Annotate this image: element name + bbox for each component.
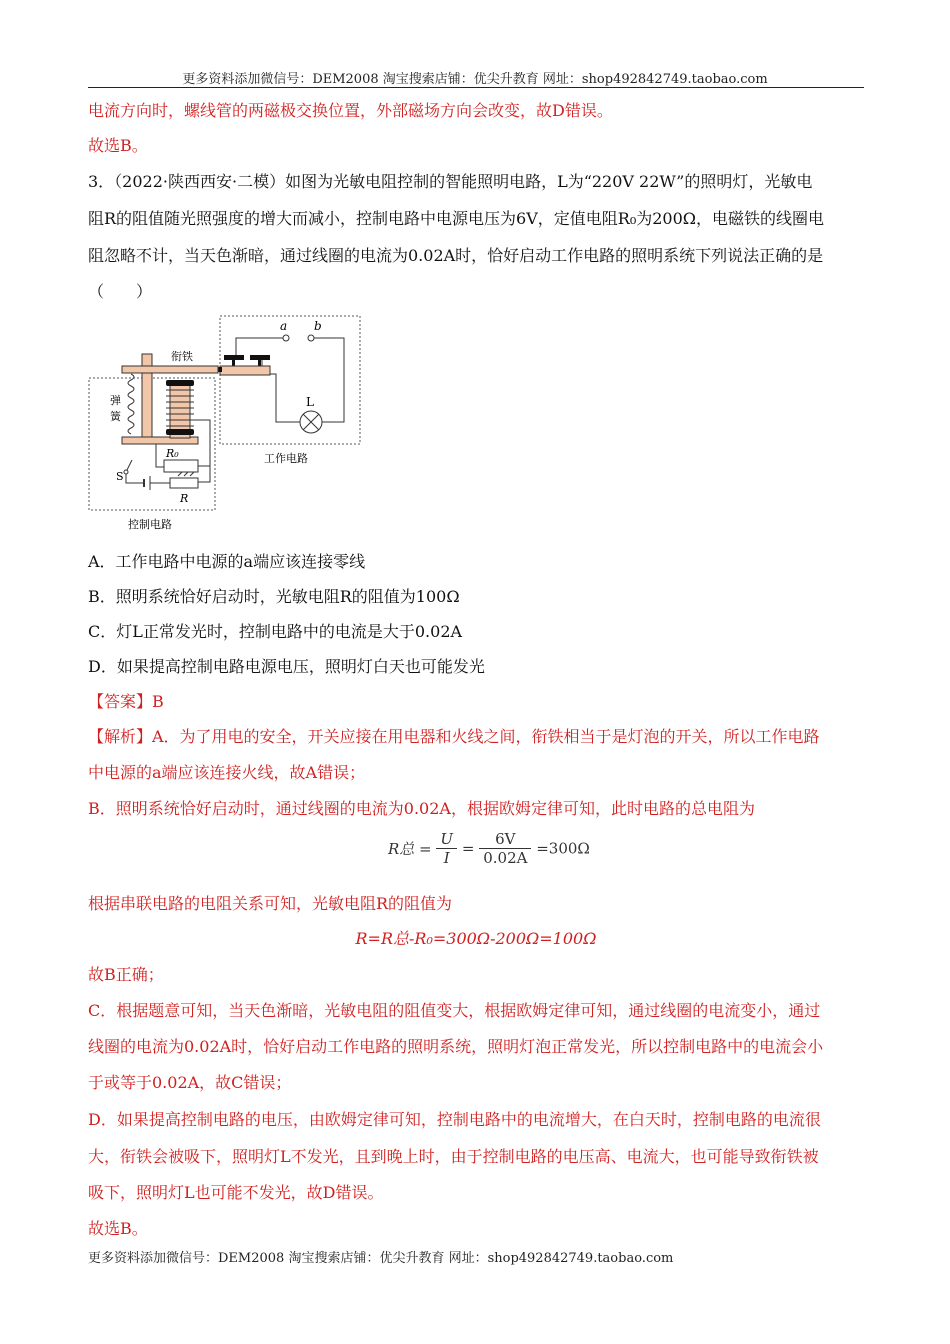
option-d: D．如果提高控制电路电源电压，照明灯白天也可能发光 xyxy=(88,657,485,676)
work-circuit-box xyxy=(220,316,360,444)
wire-a xyxy=(236,338,283,357)
contact-left xyxy=(224,355,244,360)
page-header: 更多资料添加微信号：DEM2008 淘宝搜索店铺：优尖升教育 网址：shop492842749.taobao.com xyxy=(182,72,768,87)
resistor-R0 xyxy=(164,460,198,472)
analysis-line-1: 【解析】A．为了用电的安全，开关应接在用电器和火线之间，衔铁相当于是灯泡的开关，所以工作电路 xyxy=(88,727,820,746)
wire-b xyxy=(314,338,344,422)
label-S: S xyxy=(116,470,124,483)
option-a: A．工作电路中电源的a端应该连接零线 xyxy=(88,552,366,571)
formula-r-value: R=R总-R₀=300Ω-200Ω=100Ω xyxy=(355,929,597,948)
option-c: C．灯L正常发光时，控制电路中的电流是大于0.02A xyxy=(88,622,463,641)
label-spring-2: 簧 xyxy=(110,410,121,423)
option-b: B．照明系统恰好启动时，光敏电阻R的阻值为100Ω xyxy=(88,587,460,606)
formula-002a: 0.02A xyxy=(483,849,528,867)
circuit-diagram xyxy=(86,312,366,534)
formula-u: U xyxy=(436,830,457,849)
photoresistor-R xyxy=(170,478,198,488)
question-line-4: （ ） xyxy=(88,282,153,301)
label-a: a xyxy=(280,319,288,333)
header-rule xyxy=(88,87,864,88)
analysis-line-11: 吸下，照明灯L也可能不发光，故D错误。 xyxy=(88,1183,384,1202)
label-R0: R₀ xyxy=(166,447,179,460)
analysis-line-7: 线圈的电流为0.02A时，恰好启动工作电路的照明系统，照明灯泡正常发光，所以控制电路中的电流会小 xyxy=(88,1037,824,1056)
label-R: R xyxy=(180,492,189,505)
question-line-2: 阻R的阻值随光照强度的增大而减小，控制电路中电源电压为6V，定值电阻R₀为200Ω，电磁铁的线圈电 xyxy=(88,209,825,228)
analysis-line-2: 中电源的a端应该连接火线，故A错误； xyxy=(88,763,366,782)
analysis-line-5: 故B正确； xyxy=(88,965,164,984)
terminal-a xyxy=(283,335,289,341)
formula-i: I xyxy=(443,849,450,867)
formula-eq: = xyxy=(461,839,475,858)
label-b: b xyxy=(314,319,322,333)
contact-right xyxy=(250,355,270,360)
spring-icon xyxy=(128,374,134,434)
formula-rhs: =300Ω xyxy=(536,839,590,858)
analysis-line-4: 根据串联电路的电阻关系可知，光敏电阻R的阻值为 xyxy=(88,894,453,913)
prev-conclusion: 故选B。 xyxy=(88,136,148,155)
formula-total-resistance xyxy=(388,830,590,867)
magnet-cap xyxy=(166,380,194,386)
answer-label: 【答案】B xyxy=(88,692,164,711)
analysis-line-3: B．照明系统恰好启动时，通过线圈的电流为0.02A，根据欧姆定律可知，此时电路的总电阻为 xyxy=(88,799,755,818)
label-armature: 衔铁 xyxy=(171,350,193,363)
label-spring-1: 弹 xyxy=(110,394,121,407)
analysis-line-9: D．如果提高控制电路的电压，由欧姆定律可知，控制电路中的电流增大，在白天时，控制电路的电流很 xyxy=(88,1110,821,1129)
analysis-line-6: C．根据题意可知，当天色渐暗，光敏电阻的阻值变大，根据欧姆定律可知，通过线圈的电流变小，通过 xyxy=(88,1001,821,1020)
armature-plate xyxy=(220,366,270,375)
lever-arm xyxy=(122,366,218,373)
analysis-line-10: 大，衔铁会被吸下，照明灯L不发光，且到晚上时，由于控制电路的电压高、电流大，也可能导致衔铁被 xyxy=(88,1147,819,1166)
label-L: L xyxy=(306,395,314,409)
formula-6v: 6V xyxy=(479,830,531,849)
page-footer: 更多资料添加微信号：DEM2008 淘宝搜索店铺：优尖升教育 网址：shop492842749.taobao.com xyxy=(88,1251,674,1266)
analysis-conclusion: 故选B。 xyxy=(88,1219,148,1238)
magnet-base xyxy=(166,429,194,435)
prev-answer-line: 电流方向时，螺线管的两磁极交换位置，外部磁场方向会改变，故D错误。 xyxy=(88,101,613,120)
question-line-3: 阻忽略不计，当天色渐暗，通过线圈的电流为0.02A时，恰好启动工作电路的照明系统下列说法正确的是 xyxy=(88,246,824,265)
question-line-1: 3．（2022·陕西西安·二模）如图为光敏电阻控制的智能照明电路，L为“220V 22W”的照明灯，光敏电 xyxy=(88,172,813,191)
terminal-b xyxy=(308,335,314,341)
formula-lhs: R总 = xyxy=(388,840,432,858)
analysis-line-8: 于或等于0.02A，故C错误； xyxy=(88,1073,292,1092)
label-control-circuit: 控制电路 xyxy=(128,518,172,531)
label-work-circuit: 工作电路 xyxy=(264,452,308,465)
